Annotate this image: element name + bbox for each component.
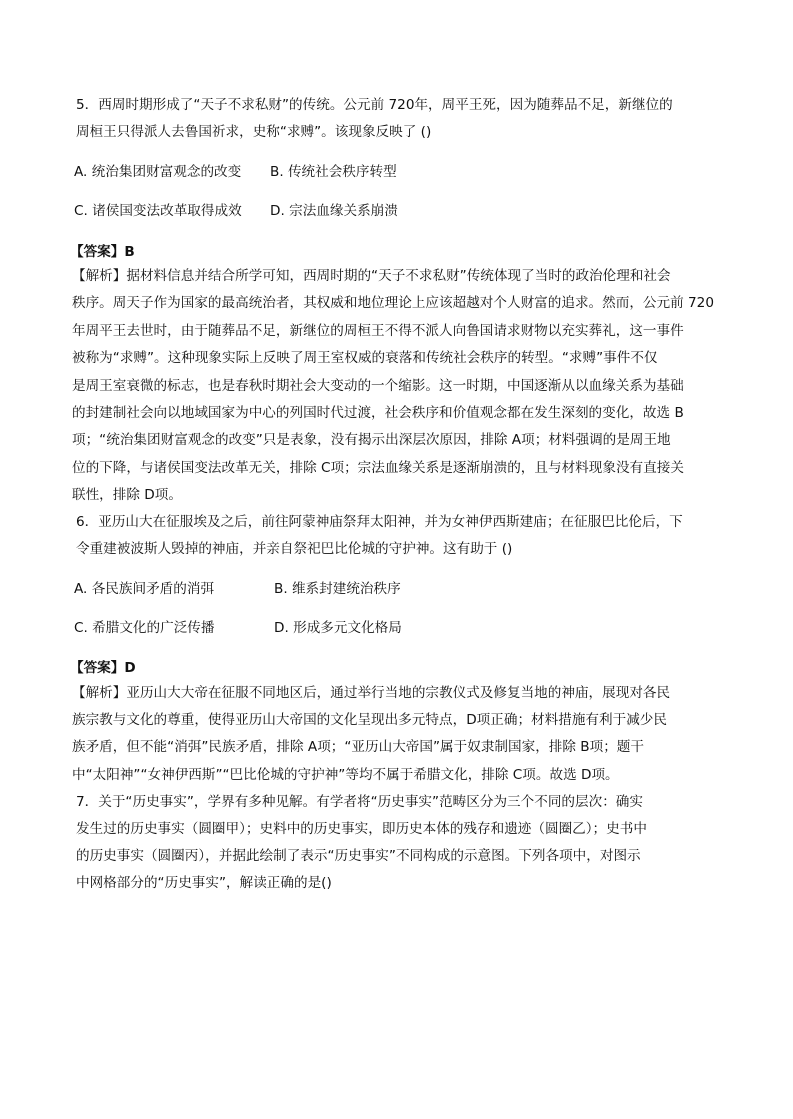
- q6-option-d: D. 形成多元文化格局: [274, 620, 402, 636]
- q6-option-c: C. 希腊文化的广泛传播: [74, 620, 215, 636]
- q6-answer: 【答案】D: [70, 660, 136, 676]
- q5-option-c: C. 诸侯国变法改革取得成效: [74, 203, 242, 219]
- q6-analysis-line-1: 【解析】亚历山大大帝在征服不同地区后，通过举行当地的宗教仪式及修复当地的神庙，展现对各民: [72, 685, 671, 701]
- q5-analysis-line-3: 年周平王去世时，由于随葬品不足，新继位的周桓王不得不派人向鲁国请求财物以充实葬礼，这一事件: [72, 323, 684, 339]
- q5-option-d: D. 宗法血缘关系崩溃: [270, 203, 398, 219]
- q6-analysis-line-4: 中“太阳神”“女神伊西斯”“巴比伦城的守护神”等均不属于希腊文化，排除 C项。故选 D项。: [72, 767, 619, 783]
- q5-analysis-line-2: 秩序。周天子作为国家的最高统治者，其权威和地位理论上应该超越对个人财富的追求。然而，公元前 720: [72, 295, 714, 311]
- q5-analysis-line-8: 位的下降，与诸侯国变法改革无关，排除 C项；宗法血缘关系是逐渐崩溃的，且与材料现象没有直接关: [72, 460, 684, 476]
- q5-option-a: A. 统治集团财富观念的改变: [74, 164, 242, 180]
- q5-option-b: B. 传统社会秩序转型: [270, 164, 397, 180]
- q5-analysis-line-7: 项；“统治集团财富观念的改变”只是表象，没有揭示出深层次原因，排除 A项；材料强调的是周王地: [72, 432, 671, 448]
- q6-stem-line-1: 6．亚历山大在征服埃及之后，前往阿蒙神庙祭拜太阳神，并为女神伊西斯建庙；在征服巴比伦后，下: [76, 514, 683, 530]
- q6-analysis-line-3: 族矛盾，但不能“消弭”民族矛盾，排除 A项；“亚历山大帝国”属于奴隶制国家，排除 B项；题干: [72, 739, 644, 755]
- q5-analysis-line-4: 被称为“求赙”。这种现象实际上反映了周王室权威的衰落和传统社会秩序的转型。“求赙”事件不仅: [72, 350, 658, 366]
- q7-stem-line-4: 中网格部分的“历史事实”，解读正确的是(): [76, 875, 332, 891]
- q5-answer: 【答案】B: [70, 244, 135, 260]
- q5-analysis-line-9: 联性，排除 D项。: [72, 487, 182, 503]
- q6-option-b: B. 维系封建统治秩序: [274, 581, 401, 597]
- q7-stem-line-3: 的历史事实（圆圈丙），并据此绘制了表示“历史事实”不同构成的示意图。下列各项中，对图示: [76, 848, 641, 864]
- q5-stem-line-2: 周桓王只得派人去鲁国祈求，史称“求赙”。该现象反映了 (): [76, 124, 432, 140]
- q7-stem-line-2: 发生过的历史事实（圆圈甲）；史料中的历史事实，即历史本体的残存和遗迹（圆圈乙）；史书中: [76, 821, 647, 837]
- q7-stem-line-1: 7．关于“历史事实”，学界有多种见解。有学者将“历史事实”范畴区分为三个不同的层次：确实: [76, 794, 643, 810]
- q5-analysis-line-6: 的封建制社会向以地域国家为中心的列国时代过渡，社会秩序和价值观念都在发生深刻的变化，故选 B: [72, 405, 684, 421]
- q6-stem-line-2: 令重建被波斯人毁掉的神庙，并亲自祭祀巴比伦城的守护神。这有助于 (): [76, 541, 513, 557]
- q5-analysis-line-5: 是周王室衰微的标志，也是春秋时期社会大变动的一个缩影。这一时期，中国逐渐从以血缘关系为基础: [72, 378, 684, 394]
- q6-analysis-line-2: 族宗教与文化的尊重，使得亚历山大帝国的文化呈现出多元特点，D项正确；材料措施有利于减少民: [72, 712, 667, 728]
- q6-option-a: A. 各民族间矛盾的消弭: [74, 581, 215, 597]
- q5-analysis-line-1: 【解析】据材料信息并结合所学可知，西周时期的“天子不求私财”传统体现了当时的政治伦理和社会: [72, 268, 671, 284]
- q5-stem-line-1: 5．西周时期形成了“天子不求私财”的传统。公元前 720年，周平王死，因为随葬品不足，新继位的: [76, 97, 673, 113]
